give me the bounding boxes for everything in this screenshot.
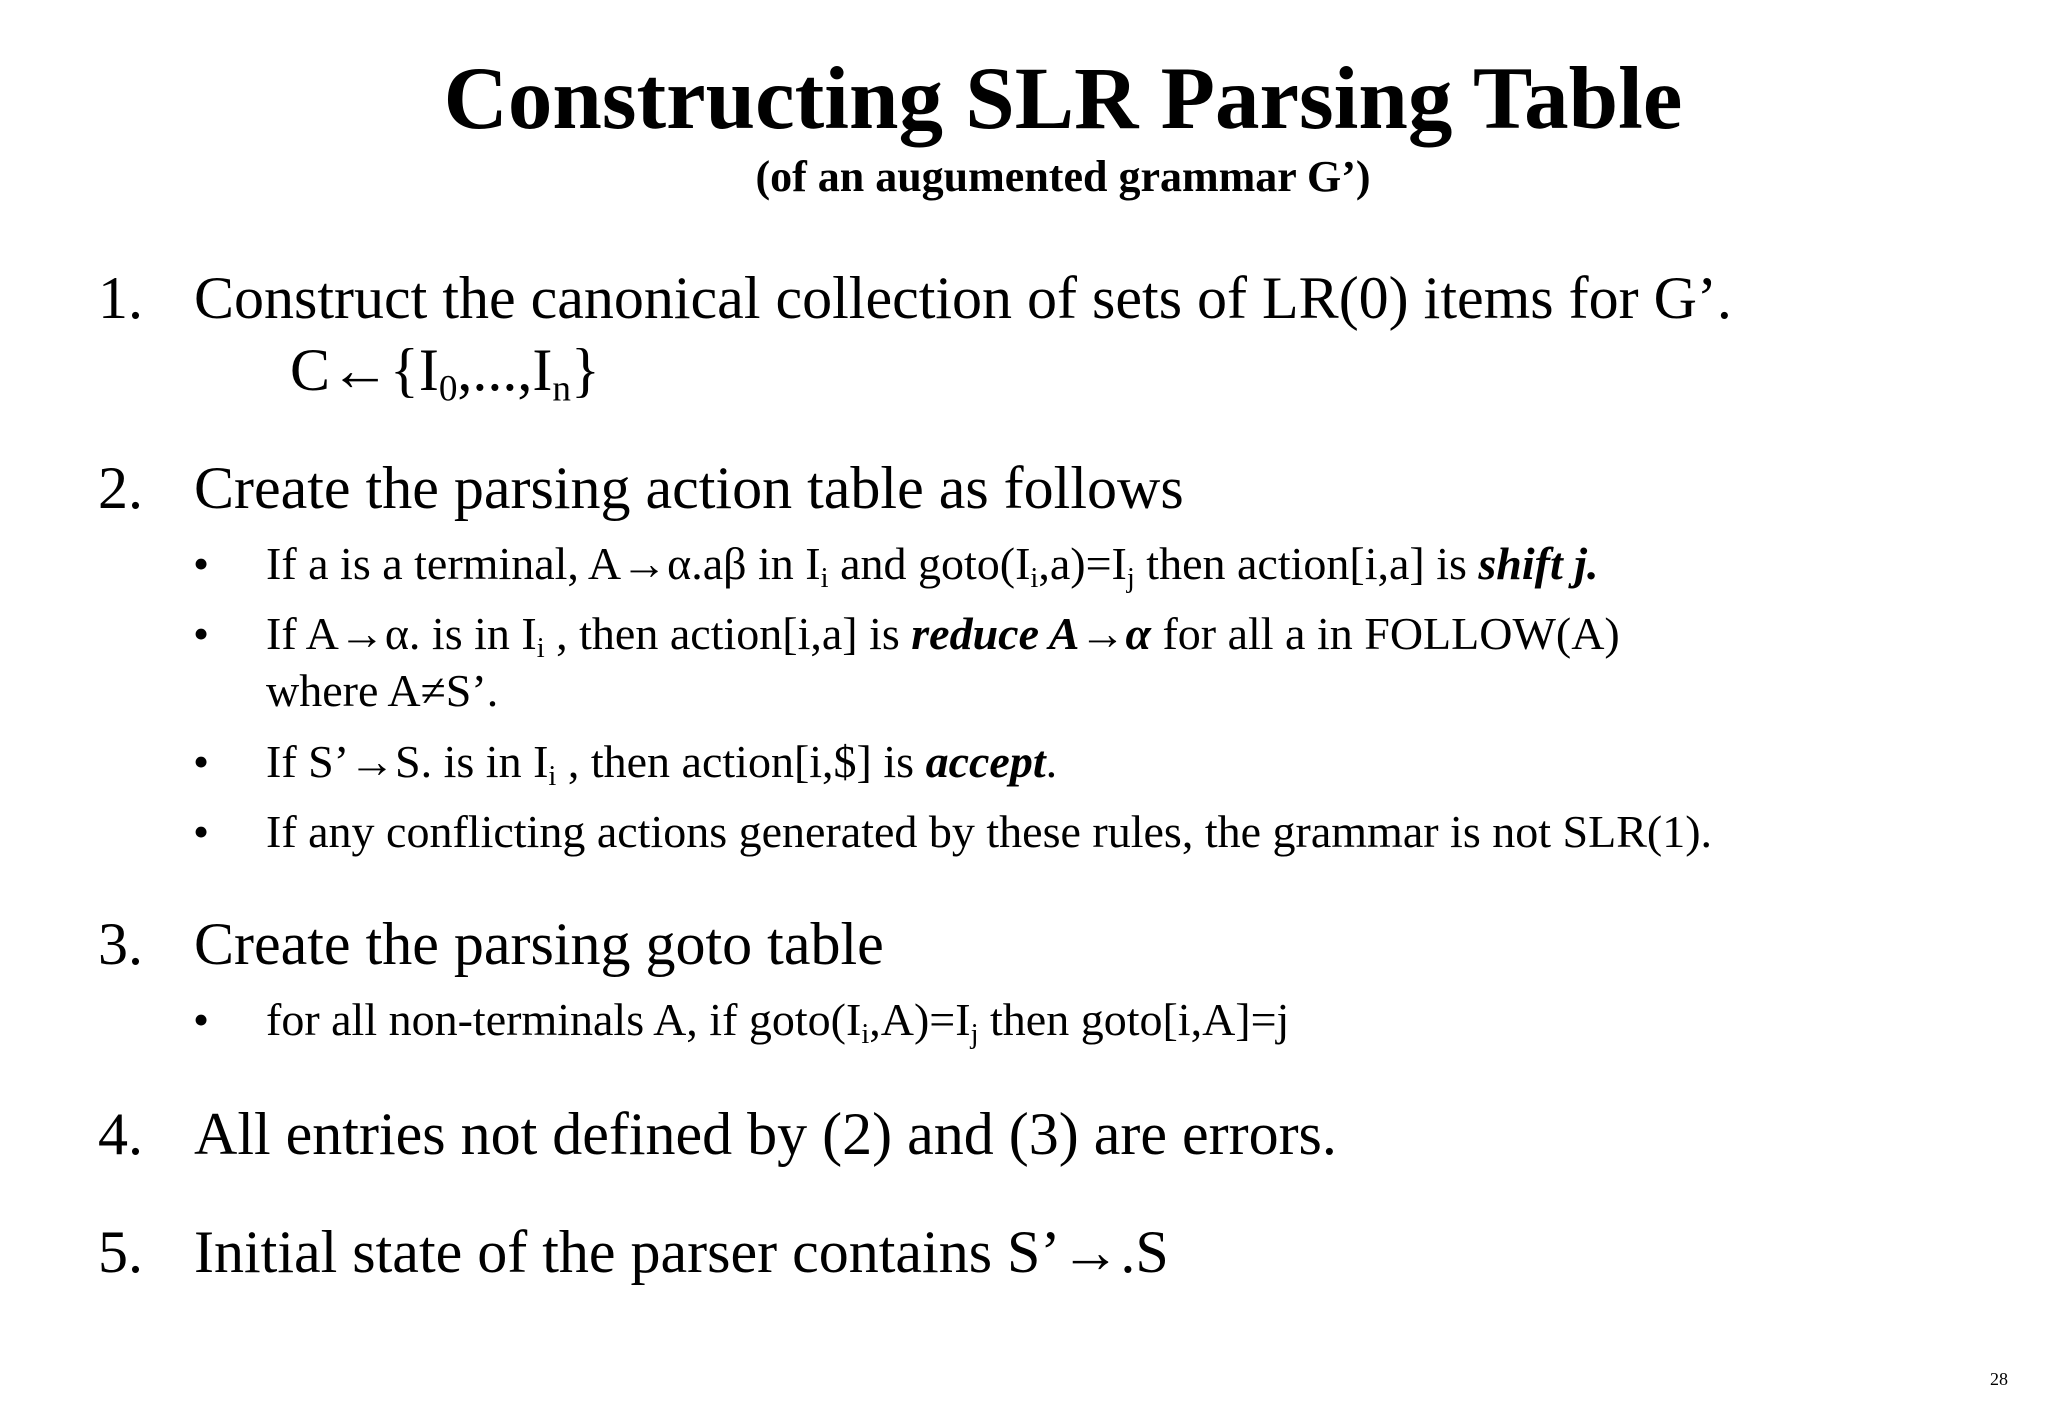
right-arrow-icon: → (1060, 1219, 1121, 1285)
slide-title: Constructing SLR Parsing Table (443, 50, 1683, 148)
bullet-icon: • (193, 994, 210, 1045)
step-2-bullet-shift: If a is a terminal, A→α.aβ in $I_i$ and $goto(I_i,a)=I_j$ then action[i,a] is shift j. (266, 538, 1599, 594)
slide-subtitle: (of an augumented grammar G’) (755, 152, 1371, 201)
step-1-formula: $C\leftarrow\{I_0,...,I_n\}$ (290, 337, 600, 410)
step-3-number: 3. (98, 911, 143, 977)
step-5-text: Initial state of the parser contains S’→.S (194, 1219, 1169, 1285)
step-3-bullet-goto: for all non-terminals A, if $goto(I_i,A)=I_j$ then goto[i,A]=j (266, 994, 1290, 1050)
step-2-bullet-conflict: If any conflicting actions generated by these rules, the grammar is not SLR(1). (266, 806, 1713, 857)
bullet-icon: • (193, 806, 210, 857)
right-arrow-icon: → (349, 736, 396, 787)
step-4-text: All entries not defined by (2) and (3) are errors. (194, 1101, 1337, 1167)
bullet-icon: • (193, 736, 210, 787)
step-4-number: 4. (98, 1101, 143, 1167)
bullet-icon: • (193, 538, 210, 589)
step-1-text: Construct the canonical collection of sets of LR(0) items for G’. (194, 265, 1732, 331)
step-3-text: Create the parsing goto table (194, 911, 884, 977)
page-number: 28 (1990, 1369, 2008, 1389)
step-1-number: 1. (98, 265, 143, 331)
left-arrow-icon: ← (330, 337, 391, 403)
step-2-bullet-reduce-line2: where A≠S’. (266, 665, 499, 716)
step-5-number: 5. (98, 1219, 143, 1285)
step-2-bullet-reduce: If A→α. is in $I_i$ , then action[i,a] is reduce A→α for all a in FOLLOW(A) (266, 608, 1620, 664)
bullet-icon: • (193, 608, 210, 659)
right-arrow-icon: → (338, 608, 385, 659)
step-2-text: Create the parsing action table as follows (194, 455, 1184, 521)
right-arrow-icon: → (621, 538, 668, 589)
step-2-bullet-accept: If S’→S. is in $I_i$ , then action[i,$] is accept. (266, 736, 1058, 792)
step-2-number: 2. (98, 455, 143, 521)
right-arrow-icon: → (1079, 608, 1126, 659)
